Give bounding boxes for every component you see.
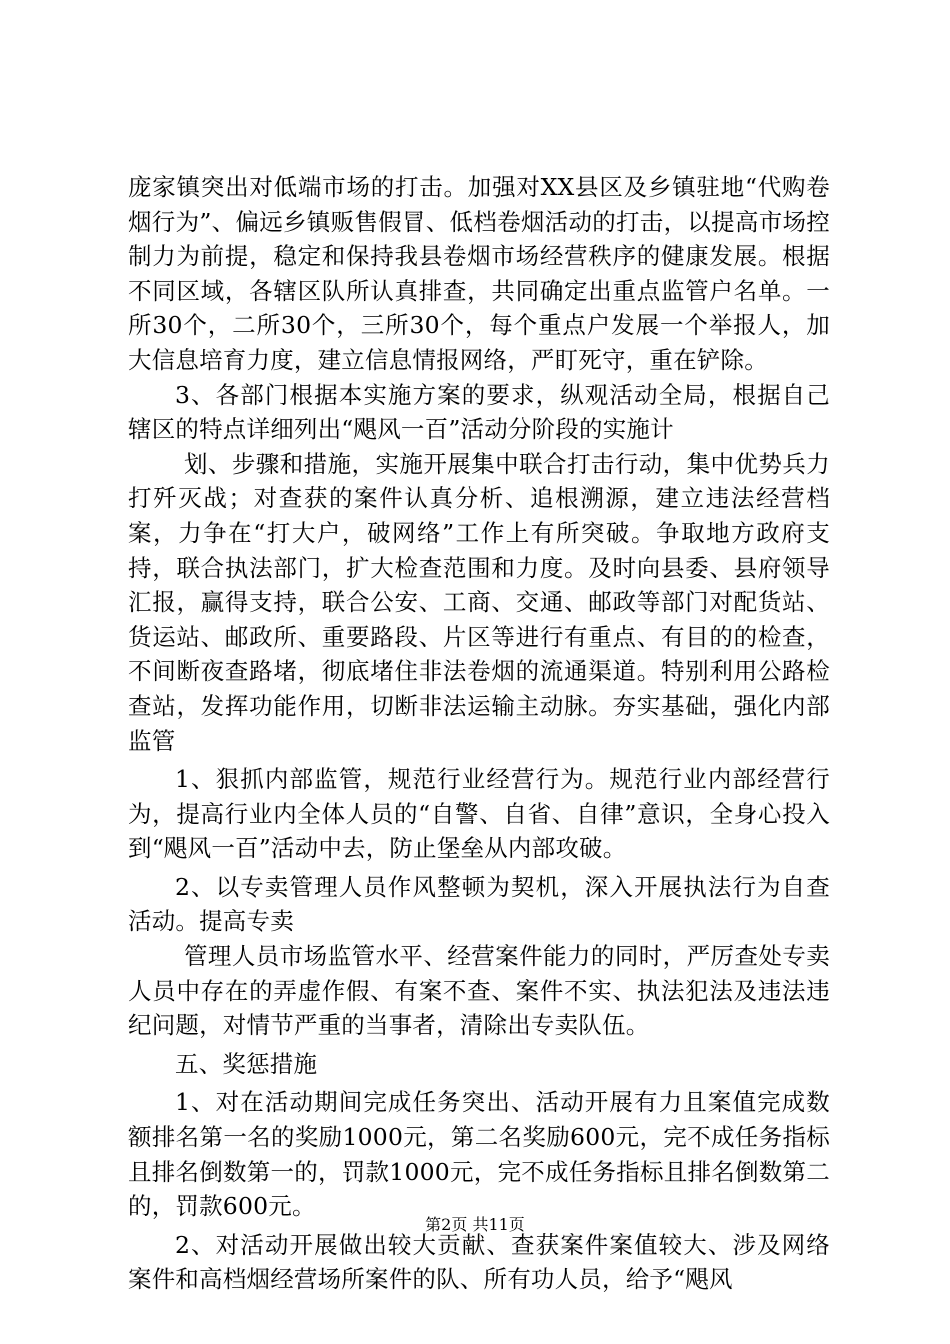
paragraph-joint-action: 划、步骤和措施，实施开展集中联合打击行动，集中优势兵力打歼灭战；对查获的案件认真分析、追根溯源，建立违法经营档案，力争在“打大户，破网络”工作上有所突破。争取地方政府支持，联合执法部门，扩大检查范围和力度。及时向县委、县府领导汇报，赢得支持，联合公安、工商、交通、邮政等部门对配货站、货运站、邮政所、重要路段、片区等进行有重点、有目的的检查，不间断夜查路堵，彻底堵住非法卷烟的流通渠道。特别利用公路检查站，发挥功能作用，切断非法运输主动脉。夯实基础，强化内部监管 (128, 449, 830, 755)
section-heading-rewards: 五、奖惩措施 (175, 1049, 318, 1078)
paragraph-item-3: 3、各部门根据本实施方案的要求，纵观活动全局，根据自己辖区的特点详细列出“飓风一百”活动分阶段的实施计 (128, 380, 830, 444)
paragraph-internal-supervision-2: 2、以专卖管理人员作风整顿为契机，深入开展执法行为自查活动。提高专卖 (128, 872, 830, 936)
page-footer: 第2页 共11页 (425, 1215, 525, 1234)
paragraph-internal-supervision-1: 1、狠抓内部监管，规范行业经营行为。规范行业内部经营行为，提高行业内全体人员的“自警、自省、自律”意识，全身心投入到“飓风一百”活动中去，防止堡垒从内部攻破。 (128, 765, 830, 863)
document-body (128, 170, 830, 1297)
paragraph-reward-1: 1、对在活动期间完成任务突出、活动开展有力且案值完成数额排名第一名的奖励1000元，第二名奖励600元，完不成任务指标且排名倒数第一的，罚款1000元，完不成任务指标且排名倒数第二的，罚款600元。 (128, 1088, 830, 1221)
paragraph-personnel-supervision: 管理人员市场监管水平、经营案件能力的同时，严厉查处专卖人员中存在的弄虚作假、有案不查、案件不实、执法犯法及违法违纪问题，对情节严重的当事者，清除出专卖队伍。 (128, 942, 830, 1040)
paragraph-reward-2: 2、对活动开展做出较大贡献、查获案件案值较大、涉及网络案件和高档烟经营场所案件的队、所有功人员，给予“飓风 (128, 1230, 830, 1294)
paragraph-market-crackdown: 庞家镇突出对低端市场的打击。加强对XX县区及乡镇驻地“代购卷烟行为”、偏远乡镇贩售假冒、低档卷烟活动的打击，以提高市场控制力为前提，稳定和保持我县卷烟市场经营秩序的健康发展。根据不同区域，各辖区队所认真排查，共同确定出重点监管户名单。一所30个，二所30个，三所30个，每个重点户发展一个举报人，加大信息培育力度，建立信息情报网络，严盯死守，重在铲除。 (128, 173, 830, 374)
